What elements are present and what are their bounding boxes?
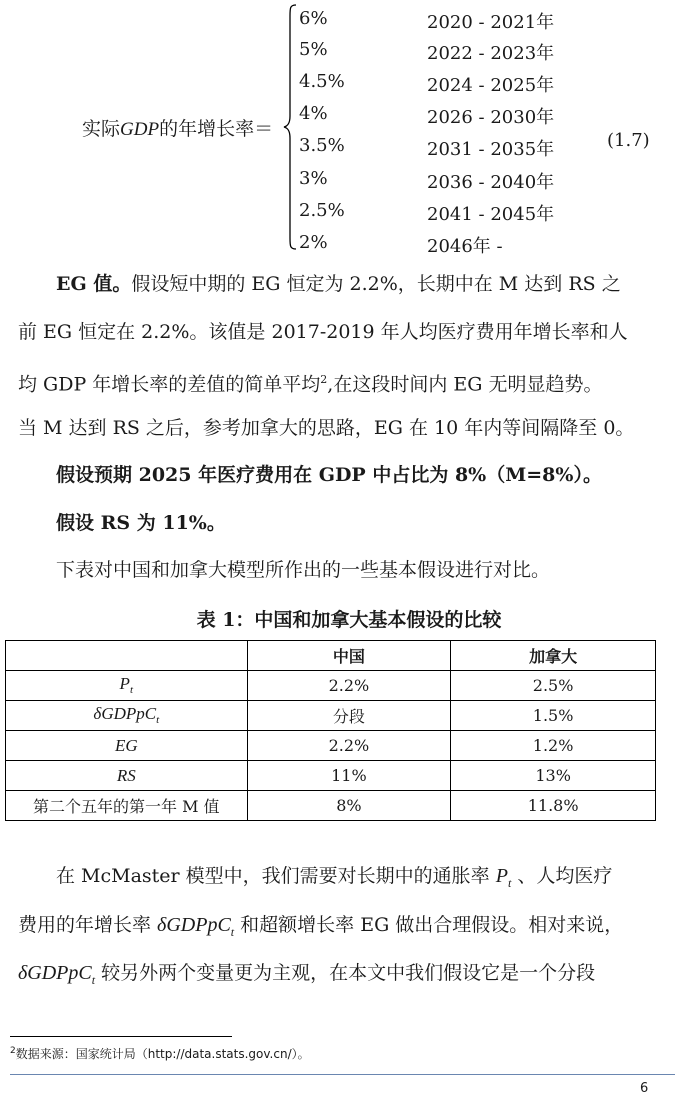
left-brace-icon bbox=[283, 4, 297, 250]
mcmaster-line-1 bbox=[56, 864, 678, 895]
row-label-subscript: t bbox=[156, 714, 160, 727]
case-range: 2022 - 2023年 bbox=[427, 43, 555, 64]
equation-label-prefix: 实际 bbox=[82, 118, 121, 140]
case-value: 3% bbox=[299, 168, 328, 189]
table-header-china: 中国 bbox=[247, 641, 451, 671]
china-value: 11% bbox=[247, 761, 451, 791]
case-range: 2036 - 2040年 bbox=[427, 172, 555, 193]
china-value: 8% bbox=[247, 791, 451, 821]
case-value: 4% bbox=[299, 103, 328, 124]
case-range: 2020 - 2021年 bbox=[427, 12, 555, 33]
case-value: 3.5% bbox=[299, 135, 345, 156]
canada-value: 2.5% bbox=[451, 671, 656, 701]
row-label bbox=[6, 701, 248, 731]
row-label-prefix: δ bbox=[93, 704, 102, 724]
eg-heading: EG 值。 bbox=[56, 273, 132, 295]
page-footer-divider bbox=[10, 1074, 675, 1075]
table-row bbox=[6, 731, 656, 761]
eg-line-1-text: 假设短中期的 EG 恒定为 2.2%，长期中在 M 达到 RS 之 bbox=[131, 273, 621, 295]
mcmaster-line-3 bbox=[18, 961, 678, 992]
table-row bbox=[6, 791, 656, 821]
growth-symbol: δGDPpC bbox=[157, 914, 231, 936]
equation-label-gdp: GDP bbox=[120, 119, 160, 140]
growth-symbol: δGDPpC bbox=[18, 962, 92, 984]
row-label-symbol: RS bbox=[116, 765, 136, 785]
case-range: 2026 - 2030年 bbox=[427, 107, 555, 128]
eg-paragraph-line-3 bbox=[18, 368, 678, 396]
row-label-subscript: t bbox=[129, 684, 133, 697]
canada-value: 11.8% bbox=[451, 791, 656, 821]
growth-subscript: t bbox=[91, 972, 96, 987]
table-row bbox=[6, 701, 656, 731]
table-row bbox=[6, 761, 656, 791]
case-value: 6% bbox=[299, 8, 328, 29]
case-range: 2024 - 2025年 bbox=[427, 75, 555, 96]
mcmaster-line-1-text: 在 McMaster 模型中，我们需要对长期中的通胀率 bbox=[56, 865, 496, 887]
footnote-divider bbox=[10, 1036, 232, 1037]
case-range: 2046年 - bbox=[427, 236, 503, 257]
row-label-symbol: P bbox=[119, 674, 130, 694]
equation-label bbox=[82, 114, 273, 141]
inflation-symbol: P bbox=[495, 865, 508, 887]
china-value: 分段 bbox=[247, 701, 451, 731]
eg-line-3-text: 均 GDP 年增长率的差值的简单平均 bbox=[18, 373, 321, 396]
table-row bbox=[6, 671, 656, 701]
canada-value: 13% bbox=[451, 761, 656, 791]
case-range: 2031 - 2035年 bbox=[427, 139, 555, 160]
inflation-subscript: t bbox=[507, 875, 512, 890]
canada-value: 1.5% bbox=[451, 701, 656, 731]
case-value: 5% bbox=[299, 39, 328, 60]
china-value: 2.2% bbox=[247, 671, 451, 701]
comparison-table bbox=[5, 640, 656, 821]
mcmaster-line-3-tail: 较另外两个变量更为主观，在本文中我们假设它是一个分段 bbox=[95, 962, 596, 984]
table-intro: 下表对中国和加拿大模型所作出的一些基本假设进行对比。 bbox=[56, 559, 551, 581]
row-label bbox=[6, 671, 248, 701]
assumption-rs: 假设 RS 为 11%。 bbox=[56, 512, 226, 534]
row-label: 第二个五年的第一年 M 值 bbox=[6, 791, 248, 821]
eg-paragraph-line-4: 当 M 达到 RS 之后，参考加拿大的思路，EG 在 10 年内等间隔降至 0。 bbox=[18, 417, 635, 439]
table-header-cell bbox=[6, 641, 248, 671]
mcmaster-line-2 bbox=[18, 913, 678, 944]
footnote-reference[interactable]: 2 bbox=[320, 373, 328, 386]
footnote bbox=[10, 1045, 310, 1062]
case-value: 2.5% bbox=[299, 200, 345, 221]
eg-paragraph-line-2: 前 EG 恒定在 2.2%。该值是 2017-2019 年人均医疗费用年增长率和人 bbox=[18, 321, 628, 343]
case-value: 4.5% bbox=[299, 71, 345, 92]
equation-label-suffix: 的年增长率＝ bbox=[159, 118, 274, 140]
table-header-row bbox=[6, 641, 656, 671]
footnote-mark: 2 bbox=[10, 1046, 16, 1056]
growth-subscript: t bbox=[230, 924, 235, 939]
eg-paragraph-line-1 bbox=[56, 272, 678, 296]
row-label-symbol: EG bbox=[114, 735, 138, 755]
assumption-m: 假设预期 2025 年医疗费用在 GDP 中占比为 8%（M=8%）。 bbox=[56, 464, 602, 486]
case-value: 2% bbox=[299, 232, 328, 253]
table-caption: 表 1：中国和加拿大基本假设的比较 bbox=[196, 609, 502, 631]
canada-value: 1.2% bbox=[451, 731, 656, 761]
page-number: 6 bbox=[640, 1081, 649, 1096]
row-label bbox=[6, 731, 248, 761]
footnote-text[interactable]: 数据来源：国家统计局（http://data.stats.gov.cn/）。 bbox=[15, 1047, 310, 1061]
eg-line-3-tail: ,在这段时间内 EG 无明显趋势。 bbox=[327, 373, 603, 396]
china-value: 2.2% bbox=[247, 731, 451, 761]
row-label bbox=[6, 761, 248, 791]
table-header-canada: 加拿大 bbox=[451, 641, 656, 671]
row-label-symbol: GDPpC bbox=[101, 704, 157, 724]
mcmaster-line-1-tail: 、人均医疗 bbox=[511, 865, 613, 887]
mcmaster-line-2-tail: 和超额增长率 EG 做出合理假设。相对来说， bbox=[234, 914, 624, 936]
mcmaster-line-2-text: 费用的年增长率 bbox=[18, 914, 158, 936]
case-range: 2041 - 2045年 bbox=[427, 204, 555, 225]
equation-number: (1.7) bbox=[607, 130, 650, 151]
